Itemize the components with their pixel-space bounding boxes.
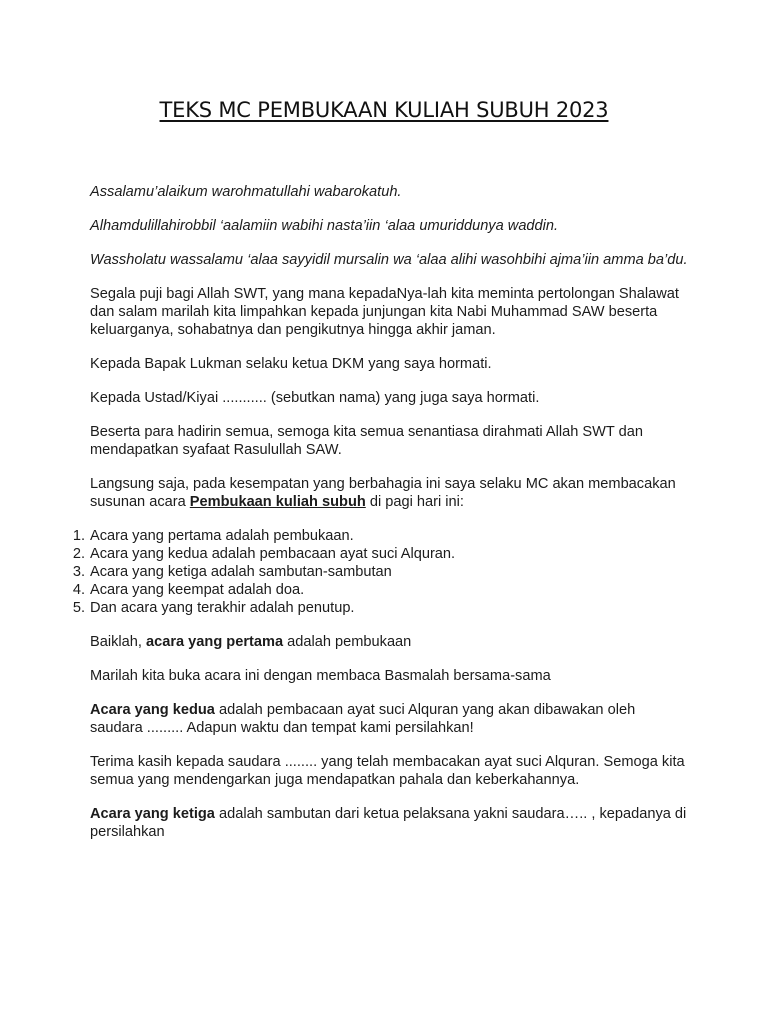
first-event-emphasis: acara yang pertama	[145, 634, 284, 650]
list-item-text: Acara yang pertama adalah pembukaan.	[90, 528, 354, 544]
address-dkm-paragraph: Kepada Bapak Lukman selaku ketua DKM yang saya hormati.	[90, 356, 492, 372]
thanks-paragraph: Terima kasih kepada saudara ........ yang telah membacakan ayat suci Alquran. Semoga kita semua yang mendengarkan juga mendapatkan pahala dan keberkahannya.	[90, 754, 685, 788]
document-body	[72, 183, 690, 857]
list-item	[72, 581, 690, 599]
third-event-paragraph	[90, 805, 690, 841]
list-item-number: 2.	[72, 546, 85, 562]
list-item	[72, 599, 690, 617]
opening-praise-paragraph: Segala puji bagi Allah SWT, yang mana kepadaNya-lah kita meminta pertolongan Shalawat dan salam marilah kita limpahkan kepada junjungan kita Nabi Muhammad SAW beserta keluarganya, sohabatnya dan pengikutnya hingga akhir jaman.	[90, 286, 679, 338]
first-event-tail: adalah pembukaan	[283, 634, 412, 650]
list-item-text: Acara yang ketiga adalah sambutan-sambutan	[90, 564, 392, 580]
agenda-intro-text: Langsung saja, pada kesempatan yang berbahagia ini saya selaku MC akan membacakan susunan acara	[90, 476, 676, 510]
list-item-text: Dan acara yang terakhir adalah penutup.	[90, 600, 355, 616]
list-item	[72, 527, 690, 545]
greeting-sholawat: Wassholatu wassalamu ‘alaa sayyidil mursalin wa ‘alaa alihi wasohbihi ajma’iin amma ba’du.	[90, 252, 688, 268]
address-audience-paragraph: Beserta para hadirin semua, semoga kita semua senantiasa dirahmati Allah SWT dan mendapatkan syafaat Rasulullah SAW.	[90, 424, 643, 458]
second-event-emphasis: Acara yang kedua	[90, 702, 215, 718]
second-event-paragraph	[90, 701, 690, 737]
agenda-intro-tail: di pagi hari ini:	[365, 494, 464, 510]
first-event-lead: Baiklah,	[90, 634, 146, 650]
address-ustad-paragraph: Kepada Ustad/Kiyai ........... (sebutkan nama) yang juga saya hormati.	[90, 390, 540, 406]
list-item-number: 5.	[72, 600, 85, 616]
agenda-list	[72, 527, 690, 617]
list-item-text: Acara yang kedua adalah pembacaan ayat suci Alquran.	[90, 546, 456, 562]
agenda-intro-paragraph	[90, 475, 690, 511]
third-event-text: adalah sambutan dari ketua pelaksana yakni saudara….. , kepadanya di persilahkan	[90, 806, 687, 840]
list-item	[72, 563, 690, 581]
basmalah-paragraph: Marilah kita buka acara ini dengan membaca Basmalah bersama-sama	[90, 668, 551, 684]
greeting-salam: Assalamu’alaikum warohmatullahi wabarokatuh.	[90, 184, 402, 200]
second-event-text: adalah pembacaan ayat suci Alquran yang akan dibawakan oleh saudara ......... Adapun waktu dan tempat kami persilahkan!	[90, 702, 636, 736]
agenda-event-name: Pembukaan kuliah subuh	[189, 494, 366, 510]
first-event-paragraph	[90, 633, 690, 651]
list-item-number: 4.	[72, 582, 85, 598]
third-event-emphasis: Acara yang ketiga	[90, 806, 215, 822]
list-item	[72, 545, 690, 563]
list-item-number: 3.	[72, 564, 85, 580]
greeting-hamdalah: Alhamdulillahirobbil ‘aalamiin wabihi nasta’iin ‘alaa umuriddunya waddin.	[90, 218, 559, 234]
list-item-number: 1.	[72, 528, 85, 544]
document-title: TEKS MC PEMBUKAAN KULIAH SUBUH 2023	[159, 98, 609, 122]
list-item-text: Acara yang keempat adalah doa.	[90, 582, 305, 598]
